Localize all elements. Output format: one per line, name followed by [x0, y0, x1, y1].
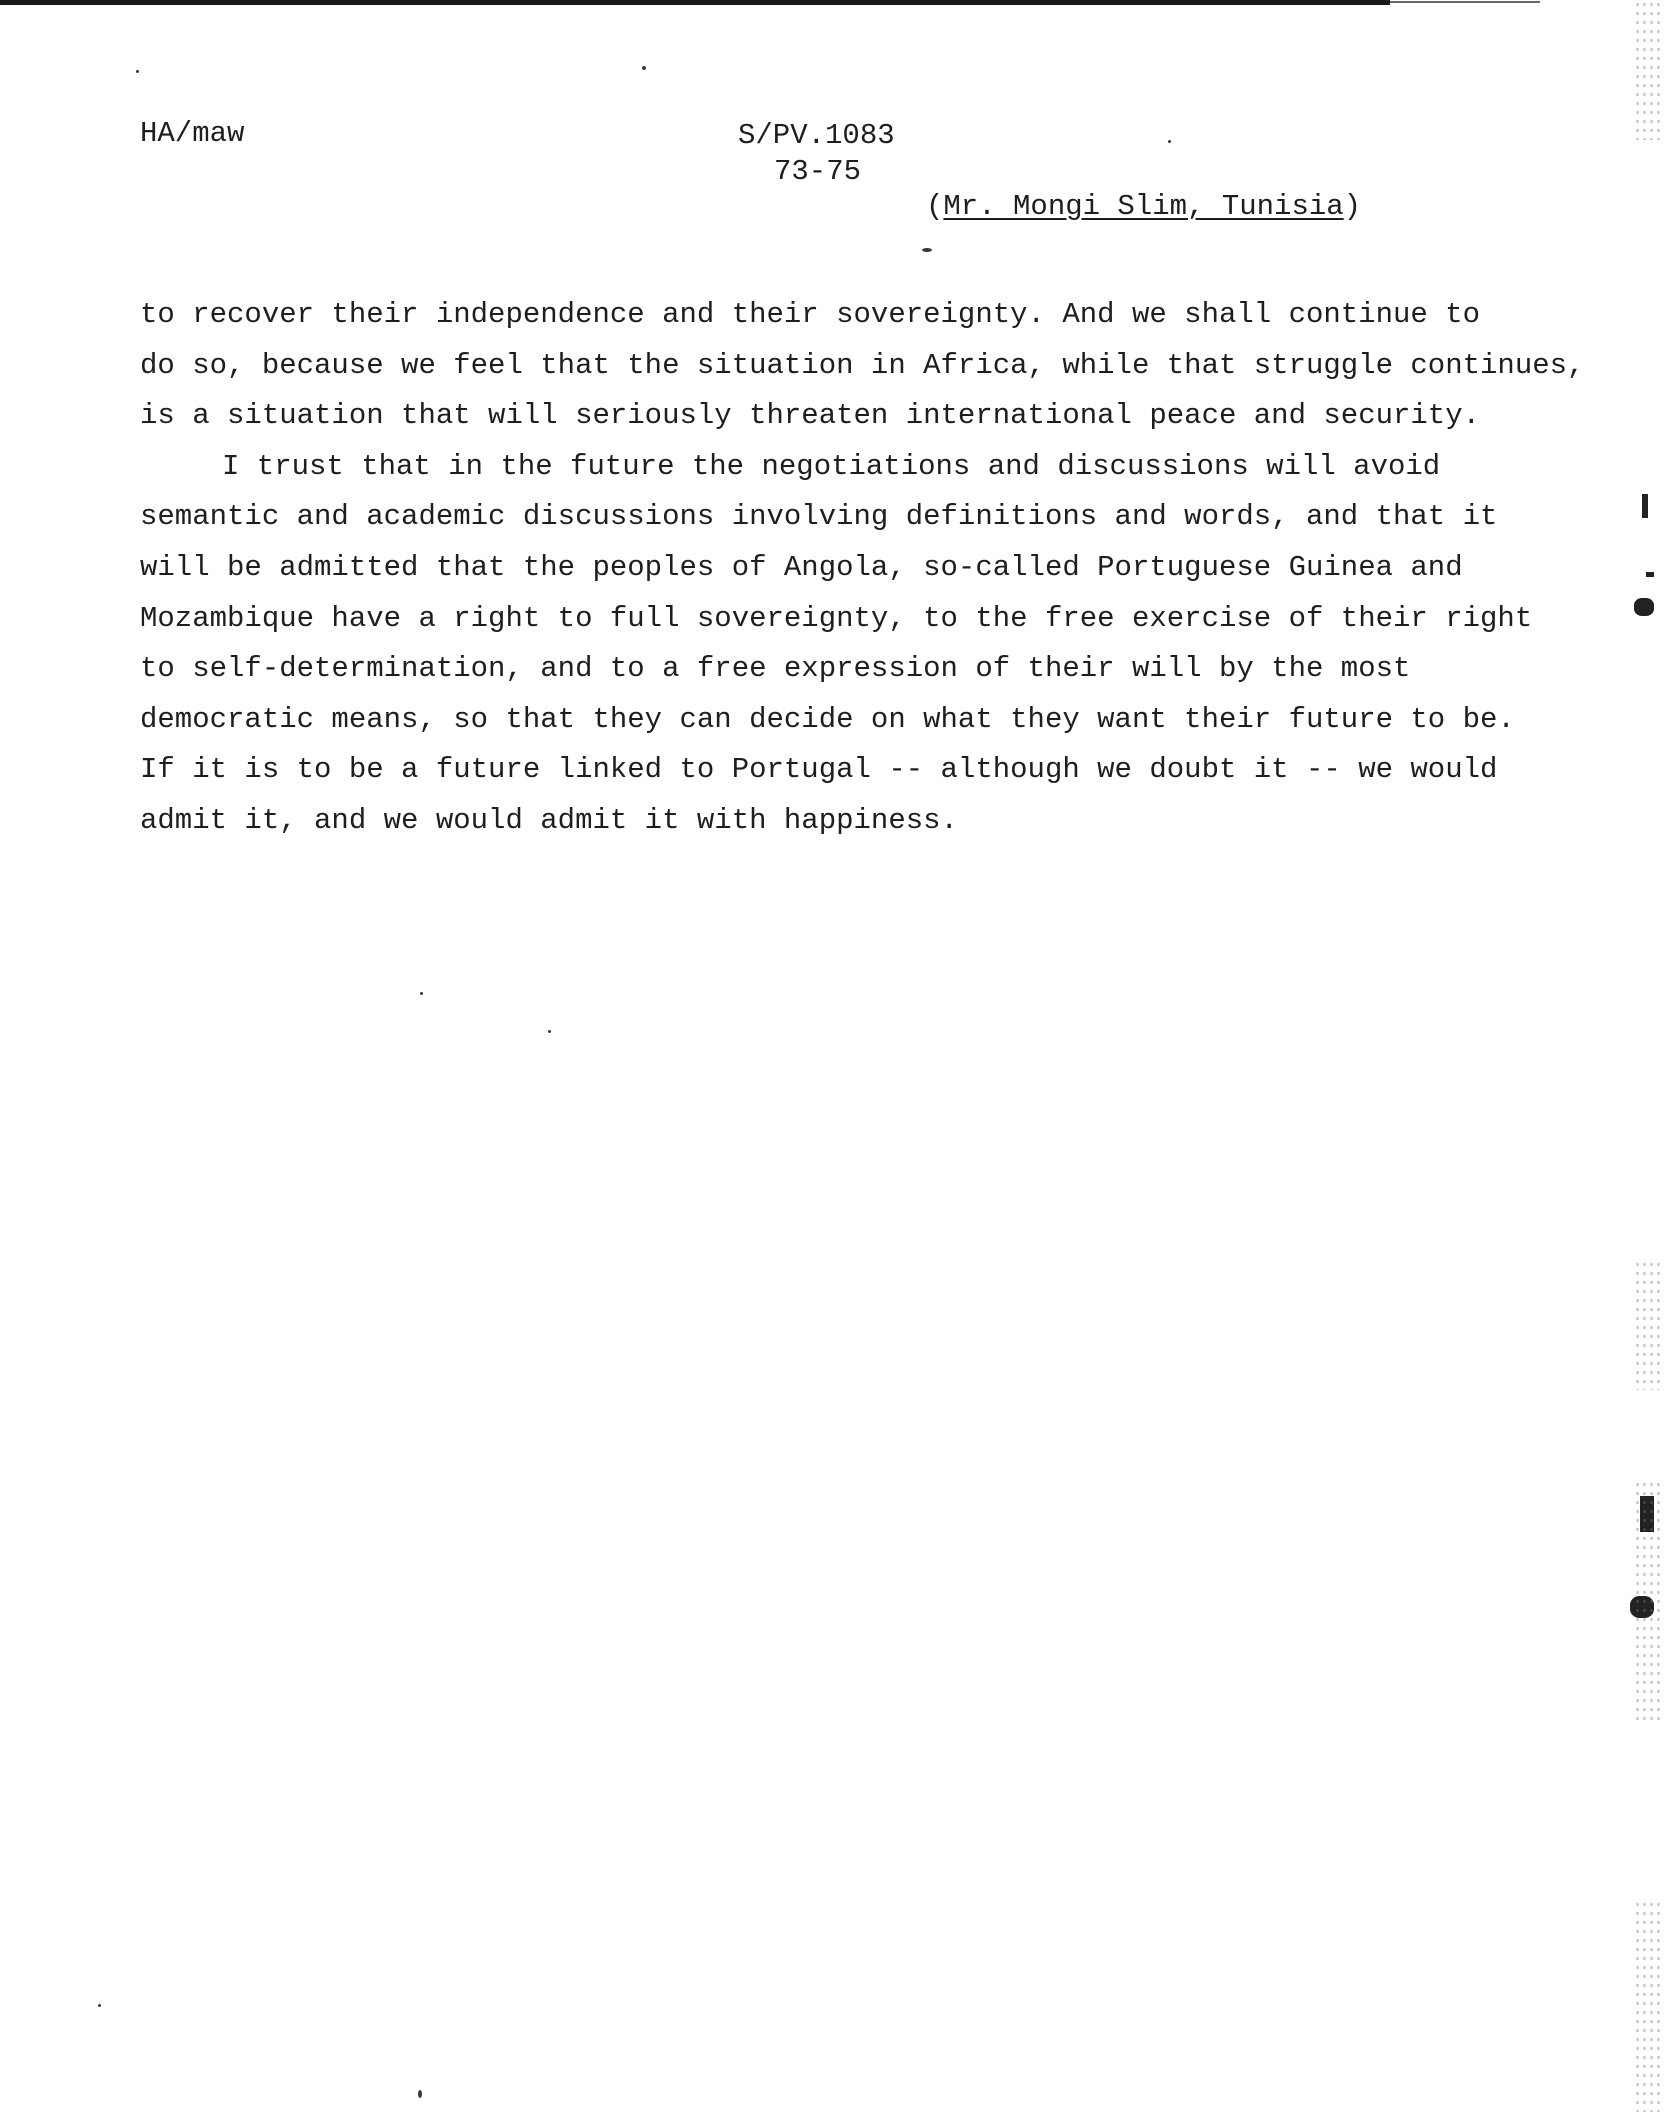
scan-speck [420, 992, 423, 995]
body-line: Mozambique have a right to full sovereignty, to the free exercise of their right [140, 601, 1533, 635]
body-line: do so, because we feel that the situation in Africa, while that struggle continues, [140, 348, 1585, 382]
scan-speck [136, 70, 139, 73]
body-line: If it is to be a future linked to Portugal -- although we doubt it -- we would [140, 753, 1498, 787]
speaker-open-paren: ( [926, 190, 944, 223]
body-line-paragraph-start: I trust that in the future the negotiations and discussions will avoid [222, 449, 1441, 483]
page-range: 73-75 [774, 155, 862, 188]
scan-speck [418, 2090, 422, 2098]
top-border-rule [0, 0, 1390, 5]
speaker-name: Mr. Mongi Slim, Tunisia [943, 190, 1344, 223]
scan-speck [642, 66, 646, 70]
body-line: admit it, and we would admit it with happiness. [140, 803, 958, 837]
scan-speck [1168, 140, 1171, 143]
speaker-close-paren: ) [1343, 190, 1362, 223]
scan-noise-right [1634, 1480, 1664, 1720]
scan-noise-right [1634, 1260, 1664, 1390]
body-line: semantic and academic discussions involving definitions and words, and that it [140, 500, 1498, 534]
scan-speck [98, 2004, 101, 2007]
body-line: to recover their independence and their sovereignty. And we shall continue to [140, 298, 1481, 331]
speech-body [140, 290, 1585, 847]
body-line: to self-determination, and to a free expression of their will by the most [140, 652, 1411, 686]
speaker-attribution [926, 190, 1361, 224]
scan-noise-right [1634, 1900, 1664, 2112]
edge-mark [1642, 494, 1648, 518]
typist-reference: HA/maw [140, 117, 245, 150]
body-line: democratic means, so that they can decide on what they want their future to be. [140, 702, 1515, 736]
document-header [738, 118, 895, 190]
edge-mark [1646, 572, 1654, 577]
scan-speck [548, 1030, 551, 1033]
body-line: will be admitted that the peoples of Angola, so-called Portuguese Guinea and [140, 550, 1463, 584]
edge-mark [1634, 598, 1654, 616]
document-symbol: S/PV.1083 [738, 119, 895, 152]
scan-noise-right [1634, 0, 1664, 140]
scan-speck [922, 248, 932, 252]
top-border-rule-tail [1390, 1, 1540, 3]
body-line: is a situation that will seriously threaten international peace and security. [140, 399, 1481, 433]
